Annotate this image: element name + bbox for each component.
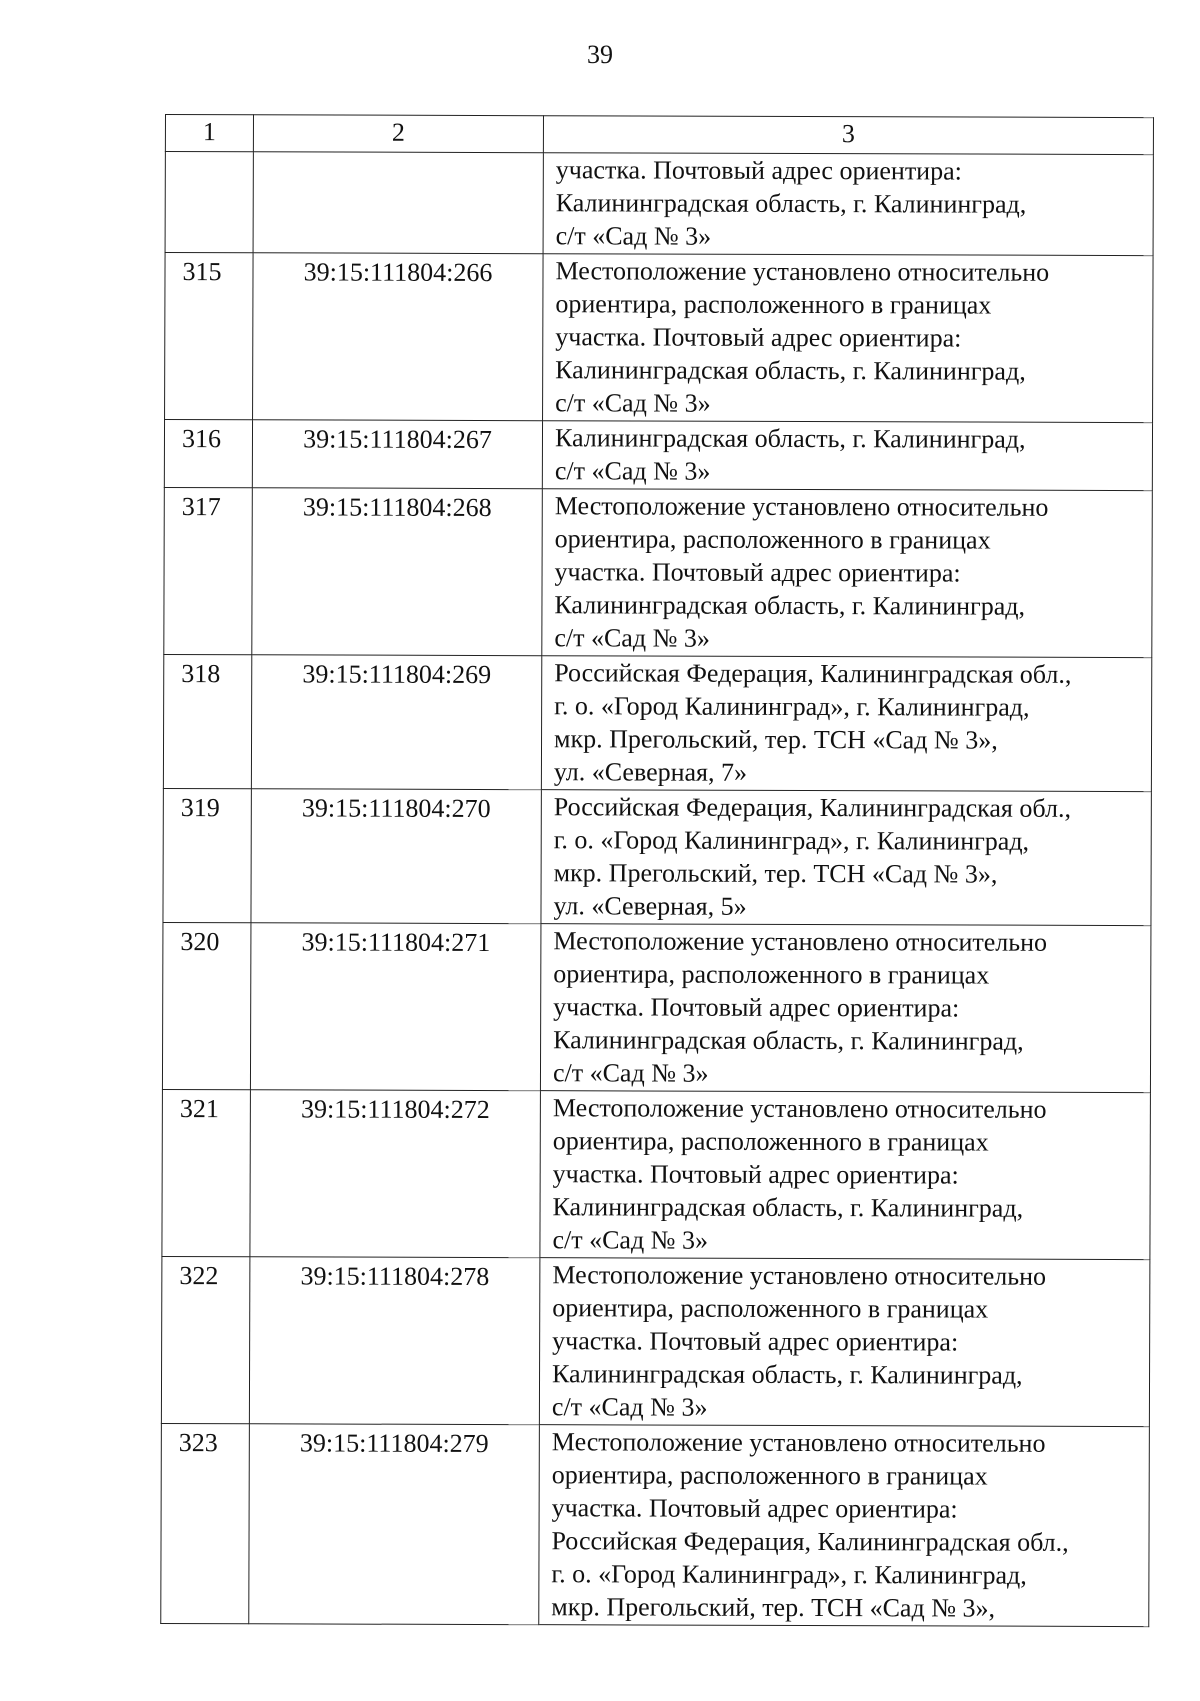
address-line: г. о. «Город Калининград», г. Калининград, (554, 691, 1030, 722)
row-number-cell: 319 (163, 788, 251, 922)
address-cell (543, 153, 1153, 256)
address-line: Калининградская область, г. Калининград, (552, 1192, 1024, 1223)
address-line: участка. Почтовый адрес ориентира: (555, 155, 962, 186)
cadastral-number-cell (253, 152, 543, 254)
address-cell (540, 1091, 1151, 1260)
table-row (163, 788, 1151, 925)
address-line: Российская Федерация, Калининградская обл., (551, 1526, 1069, 1557)
cadastral-number-cell: 39:15:111804:268 (252, 488, 543, 656)
page-number: 39 (587, 40, 613, 69)
address-line: ориентира, расположенного в границах (552, 1293, 989, 1324)
address-line: ориентира, расположенного в границах (552, 1126, 989, 1157)
address-line: мкр. Прегольский, тер. ТСН «Сад № 3», (553, 724, 998, 755)
land-plots-table (160, 114, 1154, 1627)
header-col-1: 1 (165, 115, 253, 152)
address-line: с/т «Сад № 3» (554, 623, 710, 653)
address-line: Местоположение установлено относительно (552, 1093, 1047, 1124)
table-row (164, 420, 1152, 491)
cadastral-number-cell: 39:15:111804:266 (253, 253, 544, 421)
address-line: Калининградская область, г. Калининград, (553, 1025, 1024, 1056)
cadastral-number-cell: 39:15:111804:271 (250, 923, 541, 1091)
address-line: ул. «Северная, 5» (553, 891, 747, 921)
address-line: г. о. «Город Калининград», г. Калининград, (551, 1559, 1027, 1590)
address-cell (542, 489, 1153, 658)
address-line: Калининградская область, г. Калининград, (555, 188, 1027, 219)
table-row (162, 922, 1151, 1092)
address-line: с/т «Сад № 3» (552, 1225, 709, 1255)
table-header (165, 115, 1153, 155)
header-row (165, 115, 1153, 155)
address-cell (539, 1258, 1150, 1427)
cadastral-number-cell: 39:15:111804:267 (252, 420, 542, 489)
address-line: ориентира, расположенного в границах (551, 1460, 988, 1491)
address-line: участка. Почтовый адрес ориентира: (553, 992, 960, 1023)
row-number-cell: 318 (163, 654, 251, 788)
address-cell (543, 254, 1154, 423)
address-line: Калининградская область, г. Калининград, (555, 355, 1026, 386)
address-line: Местоположение установлено относительно (554, 491, 1049, 522)
row-number-cell: 320 (162, 922, 251, 1089)
address-line: Калининградская область, г. Калининград, (551, 1359, 1023, 1390)
address-line: Местоположение установлено относительно (552, 1260, 1047, 1291)
row-number-cell: 316 (164, 420, 252, 488)
cadastral-number-cell: 39:15:111804:278 (249, 1257, 540, 1425)
cadastral-number-cell: 39:15:111804:269 (251, 655, 541, 790)
address-line: ориентира, расположенного в границах (554, 524, 991, 555)
address-line: Местоположение установлено относительно (551, 1427, 1046, 1458)
row-number-cell: 323 (161, 1423, 250, 1623)
address-line: с/т «Сад № 3» (555, 221, 712, 251)
address-line: Калининградская область, г. Калининград, (554, 423, 1026, 454)
row-number-cell: 321 (162, 1089, 251, 1256)
address-cell (540, 924, 1151, 1093)
table-row (161, 1423, 1150, 1626)
address-line: участка. Почтовый адрес ориентира: (552, 1326, 959, 1357)
header-col-2: 2 (253, 115, 543, 153)
address-cell (541, 656, 1151, 792)
address-line: Российская Федерация, Калининградская обл., (553, 792, 1072, 823)
address-line: с/т «Сад № 3» (554, 456, 711, 486)
address-line: Российская Федерация, Калининградская обл., (554, 658, 1072, 689)
cadastral-number-cell: 39:15:111804:270 (251, 789, 541, 924)
row-number-cell: 322 (161, 1256, 250, 1423)
address-line: участка. Почтовый адрес ориентира: (551, 1493, 958, 1524)
address-cell (541, 790, 1151, 926)
address-line: Местоположение установлено относительно (555, 256, 1050, 287)
header-col-3: 3 (543, 116, 1153, 155)
table-row (161, 1256, 1150, 1426)
row-number-cell: 317 (164, 487, 253, 654)
address-line: г. о. «Город Калининград», г. Калининград, (553, 825, 1030, 856)
address-cell (539, 1425, 1150, 1627)
table-body (161, 152, 1154, 1627)
address-line: Калининградская область, г. Калининград, (554, 590, 1026, 621)
address-line: участка. Почтовый адрес ориентира: (552, 1159, 959, 1190)
address-line: ориентира, расположенного в границах (555, 289, 992, 320)
address-line: участка. Почтовый адрес ориентира: (554, 557, 961, 588)
table-row (165, 253, 1154, 423)
address-line: с/т «Сад № 3» (555, 388, 711, 418)
address-line: участка. Почтовый адрес ориентира: (555, 322, 962, 353)
table-row (165, 152, 1153, 256)
address-line: ул. «Северная, 7» (553, 757, 748, 787)
address-line: мкр. Прегольский, тер. ТСН «Сад № 3», (551, 1592, 996, 1623)
cadastral-number-cell: 39:15:111804:279 (249, 1424, 540, 1625)
address-line: Местоположение установлено относительно (553, 926, 1048, 957)
table-row (162, 1089, 1151, 1259)
address-line: ориентира, расположенного в границах (553, 959, 990, 990)
address-line: с/т «Сад № 3» (551, 1392, 708, 1422)
row-number-cell (165, 152, 253, 253)
row-number-cell: 315 (165, 253, 254, 420)
address-cell (542, 421, 1152, 491)
address-line: мкр. Прегольский, тер. ТСН «Сад № 3», (553, 858, 998, 889)
address-line: с/т «Сад № 3» (552, 1058, 709, 1088)
table-row (163, 654, 1151, 791)
table-row (164, 487, 1153, 657)
land-plots-table-container (160, 114, 1154, 1627)
cadastral-number-cell: 39:15:111804:272 (250, 1090, 541, 1258)
